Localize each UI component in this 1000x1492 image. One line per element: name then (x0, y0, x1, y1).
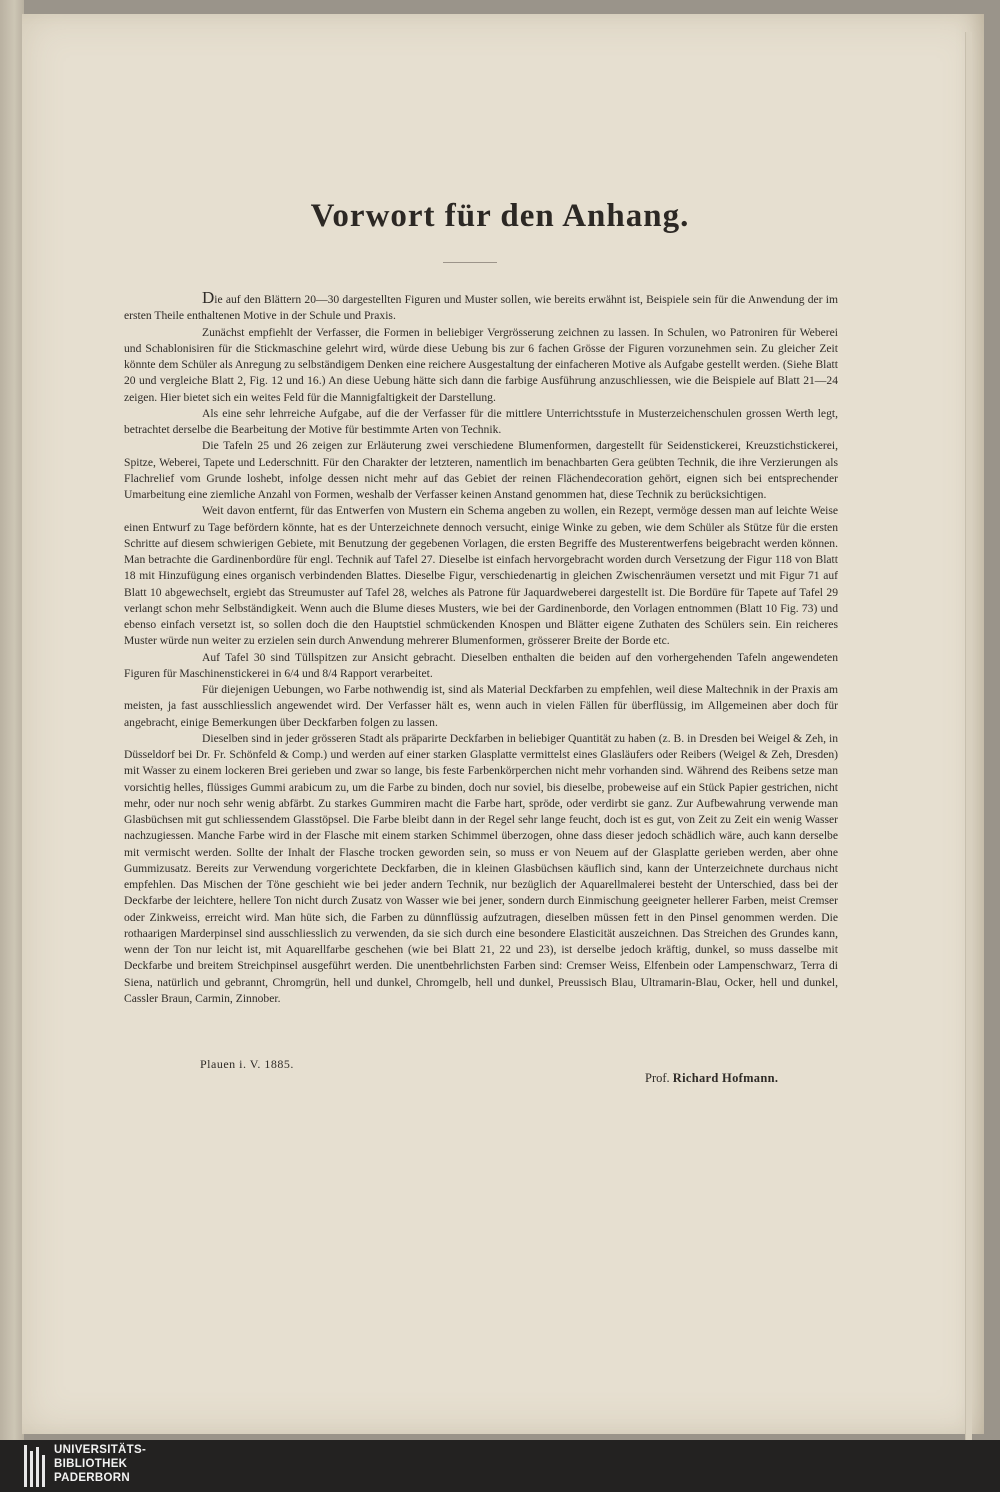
library-footer-bar (0, 1440, 1000, 1492)
title-divider (443, 262, 497, 263)
library-name: UNIVERSITÄTS- BIBLIOTHEK PADERBORN (54, 1444, 147, 1484)
paragraph: Zunächst empfiehlt der Verfasser, die Formen in beliebiger Vergrösserung zeichnen zu lassen. In Schulen, wo Patroniren für Weberei und Schablonisiren für die Stickmaschine gelehrt wird, würde diese Uebung bis zur 6 fachen Grösse der Figuren vorzunehmen sein. Zu gleicher Zeit könnte dem Schüler als Anregung zu selbständigem Denken eine reichere Ausgestaltung der einfacheren Motive als Aufgabe gestellt werden. (Siehe Blatt 20 und vergleiche Blatt 2, Fig. 12 und 16.) An diese Uebung hätte sich dann die farbige Ausführung anzuschliessen, wie die Beispiele auf Blatt 21—24 zeigen. Hier bietet sich ein weites Feld für die Mannigfaltigkeit der Darstellung. (124, 325, 838, 404)
body-text (124, 290, 838, 1007)
paragraph: Auf Tafel 30 sind Tüllspitzen zur Ansicht gebracht. Dieselben enthalten die beiden auf den vorhergehenden Tafeln angewendeten Figuren für Maschinenstickerei in 6/4 und 8/4 Rapport verarbeitet. (124, 650, 838, 680)
drop-cap: D (202, 288, 215, 307)
page-edge (965, 32, 972, 1442)
paragraph: Die auf den Blättern 20—30 dargestellten Figuren und Muster sollen, wie bereits erwähnt ist, Beispiele sein für die Anwendung der im ersten Theile enthaltenen Motive in der Schule und Praxis. (124, 288, 838, 323)
place-date: Plauen i. V. 1885. (200, 1057, 294, 1071)
library-logo-icon (22, 1443, 48, 1489)
author-signature: Prof. Richard Hofmann. (645, 1071, 779, 1085)
paragraph: Dieselben sind in jeder grösseren Stadt als präparirte Deckfarben in beliebiger Quantität zu haben (z. B. in Dresden bei Weigel & Zeh, in Düsseldorf bei Dr. Fr. Schönfeld & Comp.) und werden auf einer starken Glasplatte vermittelst eines Glasläufers oder Reibers (Weigel & Zeh, Dresden) mit Wasser zu einem lockeren Brei gerieben und zwar so lange, bis feste Farbenkörperchen nicht mehr vorhanden sind. Während des Reibens setze man vorsichtig helles, flüssiges Gummi arabicum zu, um die Farbe zu binden, doch nur soviel, bis dieselbe, probeweise auf ein Stück Papier gestrichen, nicht mehr, oder nur noch sehr wenig abfärbt. Zu starkes Gummiren macht die Farbe hart, spröde, oder verdirbt sie ganz. Zur Aufbewahrung verwende man Glasbüchsen mit gut schliessendem Glasstöpsel. Die Farbe bleibt dann in der Regel sehr lange feucht, doch ist es gut, von Zeit zu Zeit ein wenig Wasser nachzugiessen. Manche Farbe wird in der Flasche mit einem starken Schimmel überzogen, ohne dass dieser jedoch schädlich wäre, auch kann derselbe mit vermischt werden. Sollte der Inhalt der Flasche trocken geworden sein, so muss er von Neuem auf der Glasplatte gerieben werden, aber ohne Gummizusatz. Bereits zur Verwendung vorgerichtete Deckfarben, die in kleinen Glasbüchsen käuflich sind, kann der Unterzeichnete durchaus nicht empfehlen. Das Mischen der Töne geschieht wie bei jeder andern Technik, nur bezüglich der Aquarellmalerei besteht der Unterschied, dass bei der Deckfarbe der leichtere, hellere Ton nicht durch Zusatz von Wasser wie bei jener, sondern durch Einmischung geeigneter hellerer Farben, meist Cremser oder Zinkweiss, erreicht wird. Man hüte sich, die Farben zu dünnflüssig aufzutragen, dieselben müssen fett in den Pinsel genommen werden. Die rothaarigen Marderpinsel sind ausschliesslich zu verwenden, da sie sich durch eine besondere Elasticität auszeichnen. Das Streichen des Grundes kann, wenn der Ton nur leicht ist, mit Aquarellfarbe geschehen (wie bei Blatt 21, 22 und 23), ist derselbe jedoch kräftig, dunkel, so muss dasselbe mit Deckfarbe und breitem Streichpinsel ausgeführt werden. Die unentbehrlichsten Farben sind: Cremser Weiss, Elfenbein oder Lampenschwarz, Terra di Siena, natürlich und gebrannt, Chromgrün, hell und dunkel, Chromgelb, hell und dunkel, Preussisch Blau, Ultramarin-Blau, Ocker, hell und dunkel, Cassler Braun, Carmin, Zinnober. (124, 731, 838, 1005)
paragraph: Weit davon entfernt, für das Entwerfen von Mustern ein Schema angeben zu wollen, ein Rezept, vermöge dessen man auf leichte Weise einen Entwurf zu Tage befördern könnte, hat es der Unterzeichnete dennoch versucht, einige Winke zu geben, wie dem Schüler als Stütze für die ersten Schritte auf diesem schwierigen Gebiete, mit Benutzung der gegebenen Vorlagen, die ersten Begriffe des Musterentwerfens beigebracht werden können. Man betrachte die Gardinenbordüre für engl. Technik auf Tafel 27. Dieselbe ist einfach hervorgebracht worden durch Versetzung der Figur 118 von Blatt 18 mit Hinzufügung eines organisch verbindenden Blattes. Dieselbe Figur, verschiedenartig in gleichen Zwischenräumen versetzt und mit Figur 71 auf Blatt 10 abgewechselt, ergiebt das Streumuster auf Tafel 28, welches als Patrone für Jaquardweberei dargestellt ist. Die Bordüre für Tapete auf Tafel 29 verlangt schon mehr Selbständigkeit. Wenn auch die Blume dieses Musters, wie bei der Gardinenborde, den Vorlagen entnommen (Blatt 10 Fig. 73) und ebenso einfach versetzt ist, so sollen doch die den Hauptstiel schmückenden Knospen und Blätter eigene Zuthaten des Schülers sein. Ein reicheres Muster würde nun weiter zu erzielen sein durch Anwendung mehrerer Blumenformen, grösserer Breite der Borde etc. (124, 504, 838, 648)
paragraph: Für diejenigen Uebungen, wo Farbe nothwendig ist, sind als Material Deckfarben zu empfehlen, weil diese Maltechnik in der Praxis am meisten, ja fast ausschliesslich angewendet wird. Der Verfasser hält es, wenn auch in vielen Fällen für überflüssig, im Allgemeinen aber doch für angebracht, einige Bemerkungen über Deckfarben folgen zu lassen. (124, 683, 838, 729)
paragraph: Als eine sehr lehrreiche Aufgabe, auf die der Verfasser für die mittlere Unterrichtsstufe in Musterzeichenschulen grossen Werth legt, betrachtet derselbe die Bearbeitung der Motive für bestimmte Arten von Technik. (124, 406, 838, 436)
paragraph: Die Tafeln 25 und 26 zeigen zur Erläuterung zwei verschiedene Blumenformen, dargestellt für Seidenstickerei, Kreuzstichstickerei, Spitze, Weberei, Tapete und Lederschnitt. Für den Charakter der letzteren, namentlich im benachbarten Gera geübten Technik, die ihre Verzierungen als Flachrelief vom Grunde loshebt, infolge dessen nicht mehr auf das Gebiet der reinen Flächendecoration gehört, eignen sich bei entsprechender Umarbeitung eine ziemliche Anzahl von Formen, weshalb der Verfasser keinen Anstand genommen hat, diese Technik zu berücksichtigen. (124, 439, 838, 501)
document-title: Vorwort für den Anhang. (310, 198, 690, 234)
